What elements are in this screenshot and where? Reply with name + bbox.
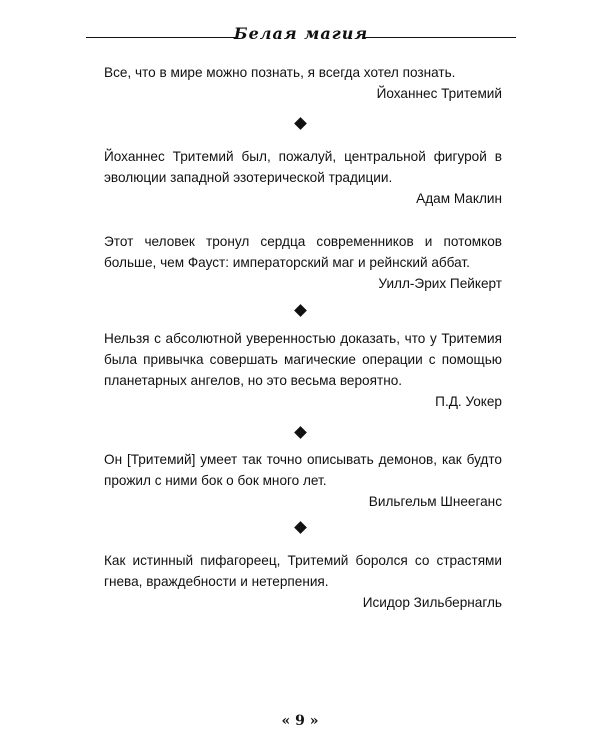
diamond-separator-icon xyxy=(294,117,307,130)
quote-text: Этот человек тронул сердца современников и потомков больше, чем Фауст: императорский маг и рейнский аббат. xyxy=(104,234,502,270)
quote-block xyxy=(104,62,502,104)
quote-text: Все, что в мире можно познать, я всегда хотел познать. xyxy=(104,65,456,80)
quote-text: Как истинный пифагореец, Тритемий боролся со страстями гнева, враждебности и нетерпения. xyxy=(104,553,502,589)
quote-author: Исидор Зильбернагль xyxy=(362,595,502,610)
quote-author: Уилл-Эрих Пейкерт xyxy=(378,276,502,291)
diamond-separator-icon xyxy=(294,521,307,534)
running-title: Белая магия xyxy=(233,24,369,43)
quote-text: Нельзя с абсолютной уверенностью доказать, что у Тритемия была привычка совершать магические операции с помощью планетарных ангелов, но это весьма вероятно. xyxy=(104,331,502,388)
quote-block xyxy=(104,449,502,512)
quote-text: Йоханнес Тритемий был, пожалуй, центральной фигурой в эволюции западной эзотерической традиции. xyxy=(104,149,502,185)
quote-block xyxy=(104,146,502,209)
diamond-separator-icon xyxy=(294,304,307,317)
quote-block xyxy=(104,328,502,412)
quote-author: Йоханнес Тритемий xyxy=(376,86,502,101)
running-header xyxy=(86,24,516,46)
diamond-separator-icon xyxy=(294,426,307,439)
quote-author: Адам Маклин xyxy=(416,191,502,206)
header-rule-right xyxy=(364,37,516,38)
quote-block xyxy=(104,231,502,294)
quote-block xyxy=(104,550,502,613)
quote-author: П.Д. Уокер xyxy=(435,394,502,409)
page-number: « 9 » xyxy=(281,713,319,729)
quote-author: Вильгельм Шнееганс xyxy=(368,494,502,509)
quote-text: Он [Тритемий] умеет так точно описывать демонов, как будто прожил с ними бок о бок много лет. xyxy=(104,452,502,488)
